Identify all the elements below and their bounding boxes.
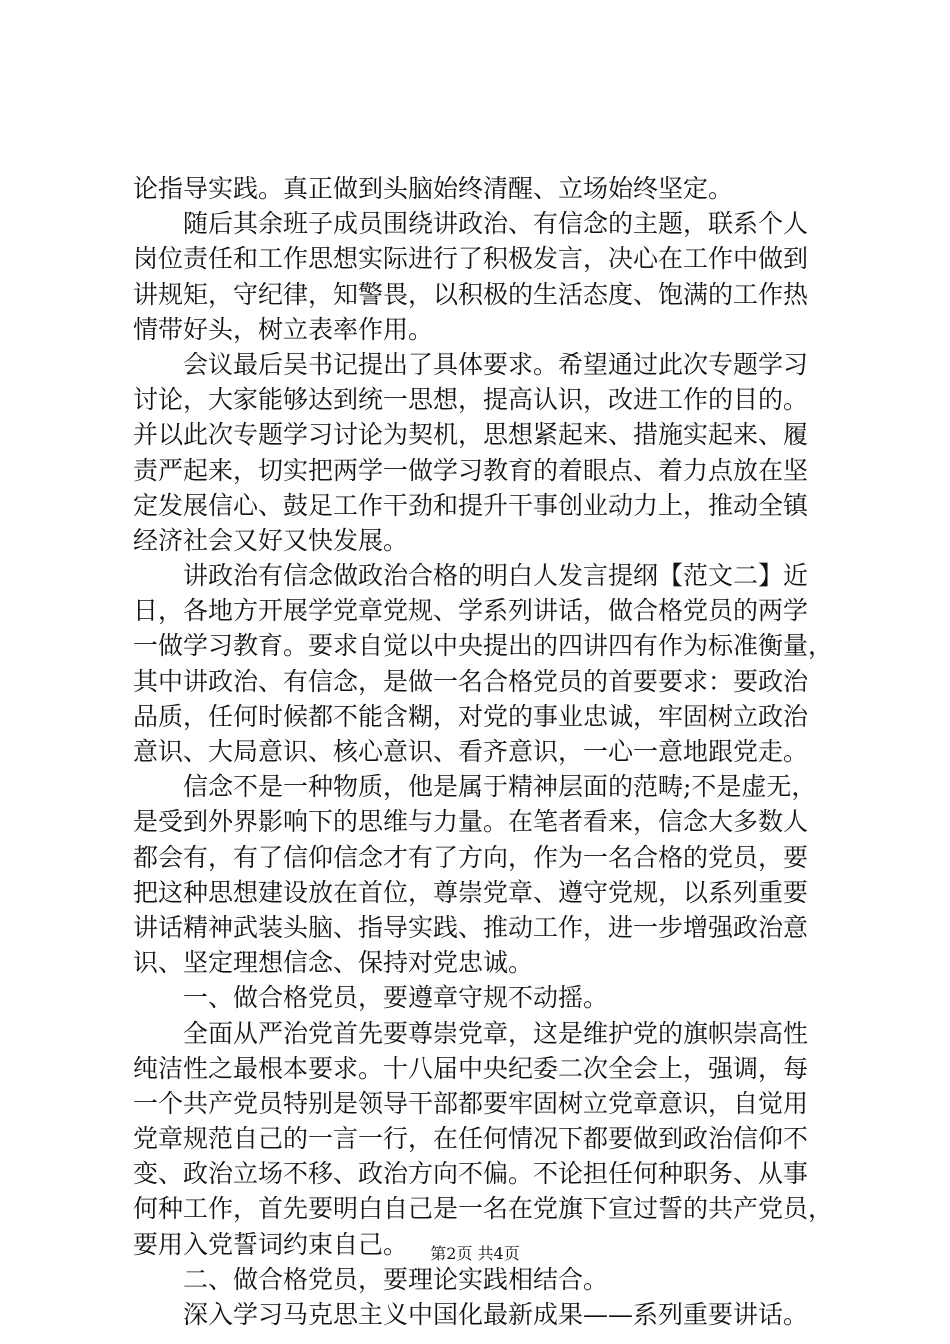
text-line: 要用入党誓词约束自己。 [133, 1229, 409, 1259]
text-line: 二、做合格党员，要理论实践相结合。 [183, 1264, 609, 1294]
text-line: 并以此次专题学习讨论为契机，思想紧起来、措施实起来、履 [133, 420, 809, 450]
text-line: 把这种思想建设放在首位，尊崇党章、遵守党规，以系列重要 [133, 877, 809, 907]
text-line: 纯洁性之最根本要求。十八届中央纪委二次全会上，强调，每 [133, 1053, 809, 1083]
text-line: 日，各地方开展学党章党规、学系列讲话，做合格党员的两学 [133, 596, 809, 626]
text-line: 讲规矩，守纪律，知警畏，以积极的生活态度、饱满的工作热 [133, 279, 809, 309]
text-line: 其中讲政治、有信念，是做一名合格党员的首要要求：要政治 [133, 666, 809, 696]
document-body [133, 171, 833, 1332]
text-line: 一个共产党员特别是领导干部都要牢固树立党章意识，自觉用 [133, 1088, 809, 1118]
text-line: 识、坚定理想信念、保持对党忠诚。 [133, 948, 534, 978]
text-line: 定发展信心、鼓足工作干劲和提升干事创业动力上，推动全镇 [133, 490, 809, 520]
heading-point-two [133, 1262, 833, 1297]
paragraph-belief [133, 769, 833, 980]
text-line: 论指导实践。真正做到头脑始终清醒、立场始终坚定。 [133, 174, 734, 203]
page-footer: 第2页 共4页 [430, 1244, 520, 1263]
text-line: 是受到外界影响下的思维与力量。在笔者看来，信念大多数人 [133, 807, 809, 837]
paragraph-continuation [133, 171, 833, 206]
text-line: 责严起来，切实把两学一做学习教育的着眼点、着力点放在坚 [133, 455, 809, 485]
text-line: 讨论，大家能够达到统一思想，提高认识，改进工作的目的。 [133, 385, 809, 415]
text-line: 全面从严治党首先要尊崇党章，这是维护党的旗帜崇高性 [183, 1018, 809, 1048]
text-line: 讲话精神武装头脑、指导实践、推动工作，进一步增强政治意 [133, 912, 809, 942]
text-line: 一做学习教育。要求自觉以中央提出的四讲四有作为标准衡量， [133, 631, 833, 661]
paragraph-in-depth-study [133, 1297, 833, 1332]
text-line: 党章规范自己的一言一行，在任何情况下都要做到政治信仰不 [133, 1124, 809, 1154]
text-line: 讲政治有信念做政治合格的明白人发言提纲【范文二】近 [183, 561, 809, 591]
text-line: 变、政治立场不移、政治方向不偏。不论担任何种职务、从事 [133, 1159, 809, 1189]
paragraph-secretary-requirements [133, 347, 833, 558]
text-line: 意识、大局意识、核心意识、看齐意识，一心一意地跟党走。 [133, 737, 809, 766]
text-line: 会议最后吴书记提出了具体要求。希望通过此次专题学习 [183, 349, 809, 379]
text-line: 经济社会又好又快发展。 [133, 525, 409, 555]
paragraph-member-speeches [133, 206, 833, 347]
text-line: 品质，任何时候都不能含糊，对党的事业忠诚，牢固树立政治 [133, 701, 809, 731]
text-line: 随后其余班子成员围绕讲政治、有信念的主题，联系个人 [183, 209, 809, 239]
text-line: 深入学习马克思主义中国化最新成果——系列重要讲话。 [183, 1300, 809, 1329]
text-line: 何种工作，首先要明白自己是一名在党旗下宣过誓的共产党员， [133, 1194, 833, 1224]
heading-point-one [133, 980, 833, 1015]
text-line: 信念不是一种物质，他是属于精神层面的范畴;不是虚无， [183, 772, 817, 802]
text-line: 岗位责任和工作思想实际进行了积极发言，决心在工作中做到 [133, 244, 809, 274]
text-line: 一、做合格党员，要遵章守规不动摇。 [183, 983, 609, 1013]
paragraph-party-constitution [133, 1016, 833, 1262]
text-line: 情带好头，树立表率作用。 [133, 314, 434, 344]
text-line: 都会有，有了信仰信念才有了方向，作为一名合格的党员，要 [133, 842, 809, 872]
paragraph-sample-two-intro [133, 558, 833, 769]
